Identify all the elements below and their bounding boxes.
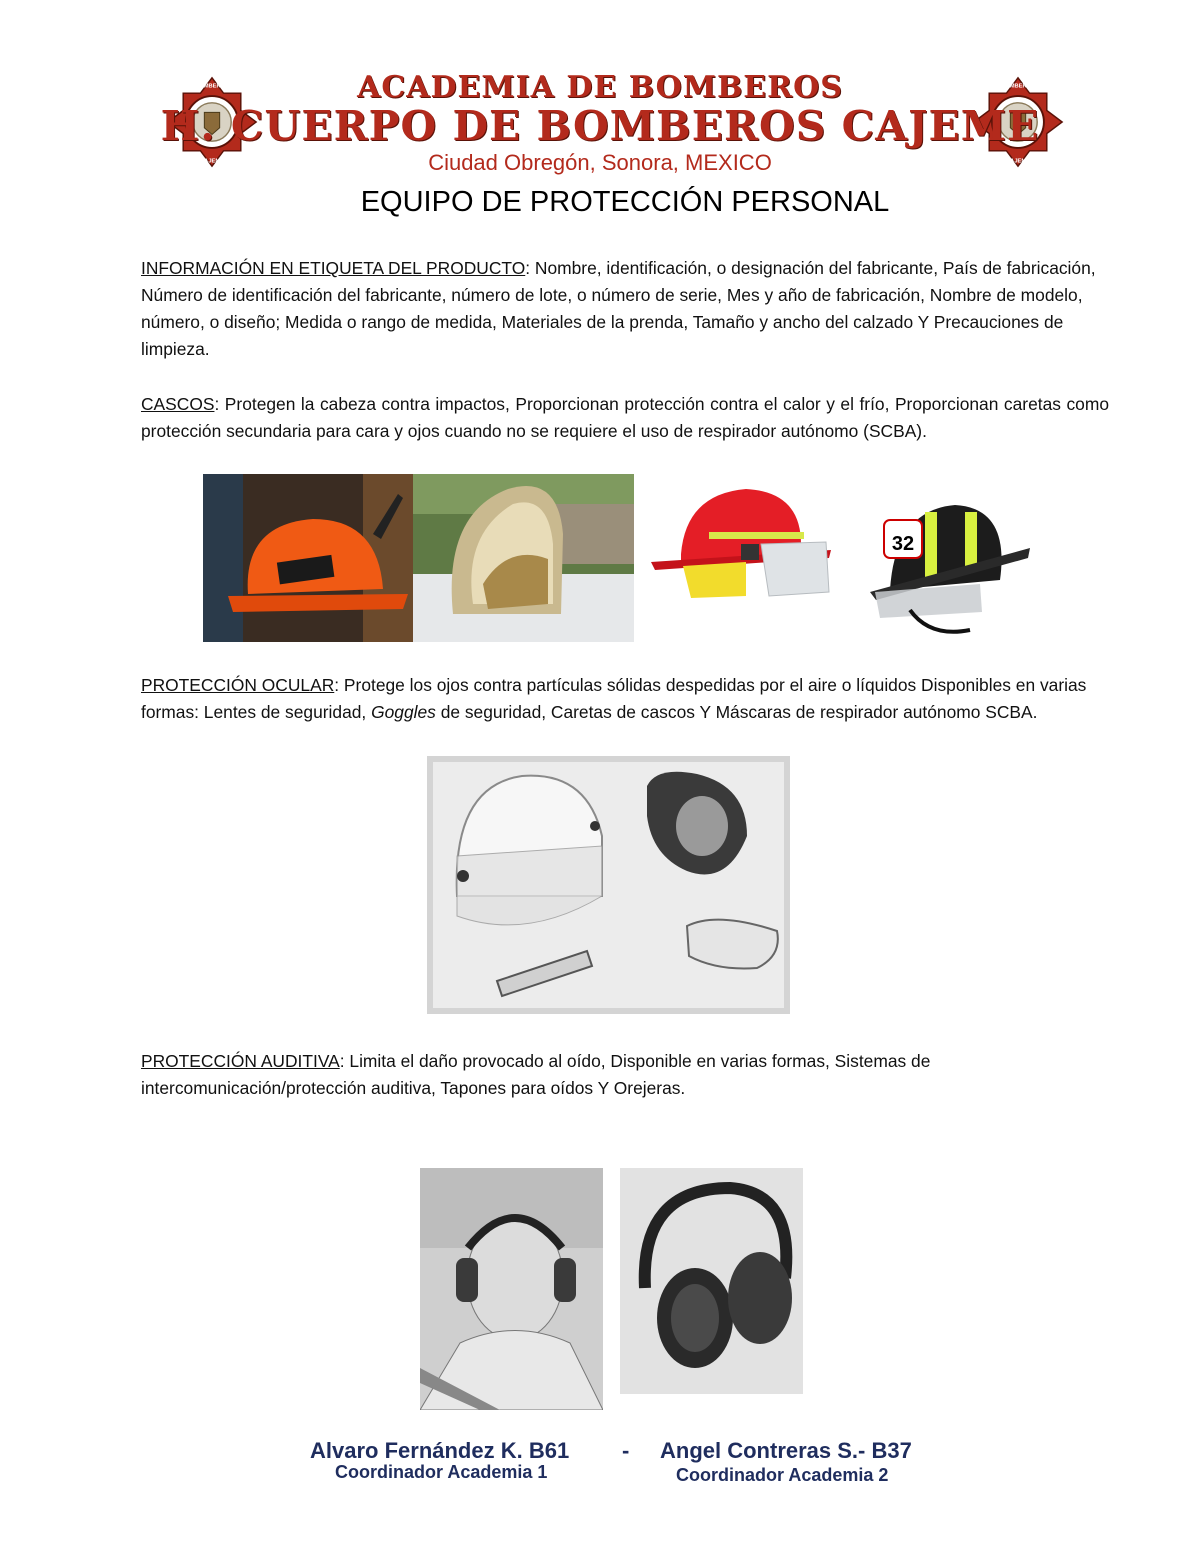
section-ocular-goggles: Goggles [371,702,436,722]
section-etiqueta-label: INFORMACIÓN EN ETIQUETA DEL PRODUCTO [141,258,526,278]
section-auditiva [141,1048,1109,1102]
section-cascos-label: CASCOS [141,394,215,414]
photo-headset-person [420,1168,603,1410]
header-academy-name: ACADEMIA DE BOMBEROS [357,70,843,105]
photo-earmuffs [620,1168,803,1394]
signature-role-2: Coordinador Academia 2 [676,1465,889,1485]
document-title: EQUIPO DE PROTECCIÓN PERSONAL [360,186,890,218]
section-auditiva-text: : Limita el daño provocado al oído, Disponible en varias formas, Sistemas de intercomunicación/protección auditiva, Tapones para oídos Y Orejeras. [141,1051,931,1098]
header-department-name: H. CUERPO DE BOMBEROS CAJEME [160,102,1040,150]
photo-red-helmet [651,484,831,604]
signature-name-1: Alvaro Fernández K. B61 [310,1438,570,1463]
photo-chrome-helmet [413,474,634,642]
section-ocular-text: : Protege los ojos contra partículas sólidas despedidas por el aire o líquidos Disponibles en varias formas: Lentes de seguridad, [141,675,1087,722]
section-ocular-label: PROTECCIÓN OCULAR [141,675,335,695]
section-ocular-text-end: de seguridad, Caretas de cascos Y Máscaras de respirador autónomo SCBA. [435,702,1038,722]
section-ocular [141,672,1109,726]
photo-eye-protection [427,756,790,1014]
signature-separator: - [622,1438,630,1463]
photo-black-helmet [870,500,1030,638]
svg-text:CAJEME: CAJEME [1006,158,1030,165]
section-auditiva-label: PROTECCIÓN AUDITIVA [141,1051,340,1071]
section-cascos [141,391,1109,445]
svg-text:CAJEME: CAJEME [200,158,224,165]
signature-role-1: Coordinador Academia 1 [335,1462,548,1482]
signature-name-2: Angel Contreras S.- B37 [660,1438,912,1463]
section-etiqueta-text: : Nombre, identificación, o designación del fabricante, País de fabricación, Número de identificación del fabricante, número de lote, o número de serie, Mes y año de fabricación, Nombre de modelo, número, o diseño; Medida o rango de medida, Materiales de la prenda, Tamaño y ancho del calzado Y Precauciones de limpieza. [141,258,1096,359]
svg-text:BOMBEROS: BOMBEROS [1001,83,1035,90]
section-etiqueta [141,255,1109,363]
svg-text:32: 32 [891,533,915,555]
photo-orange-helmet [203,474,413,642]
svg-text:BOMBEROS: BOMBEROS [195,83,229,90]
section-cascos-text: : Protegen la cabeza contra impactos, Proporcionan protección contra el calor y el frío, Proporcionan caretas como protección secundaria para cara y ojos cuando no se requiere el uso de respirador autónomo (SCBA). [141,394,1109,441]
header-location: Ciudad Obregón, Sonora, MEXICO [428,150,772,175]
